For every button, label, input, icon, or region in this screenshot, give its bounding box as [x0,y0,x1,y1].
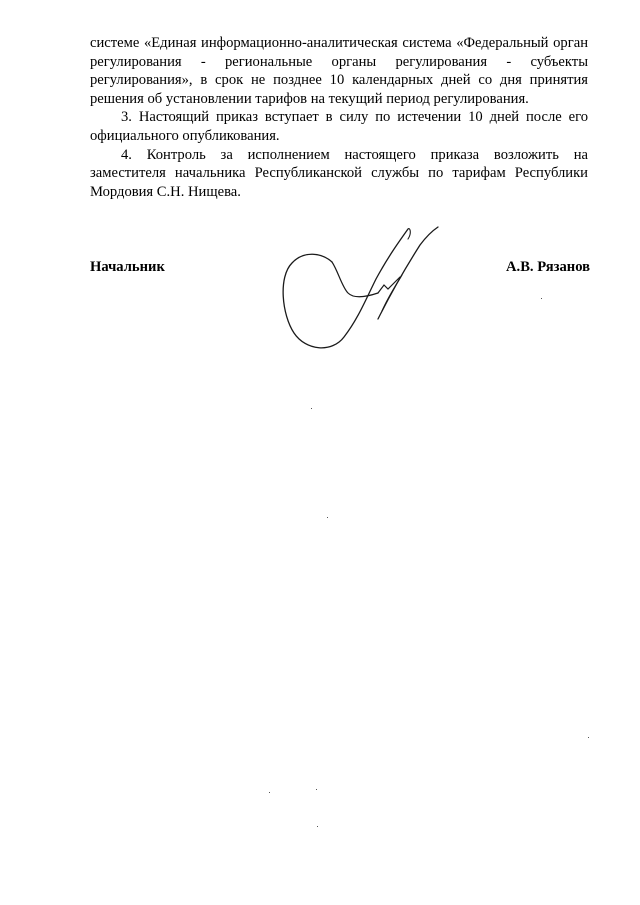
scan-speck [311,408,312,409]
document-body [90,34,588,201]
paragraph-item-4: 4. Контроль за исполнением настоящего приказа возложить на заместителя начальника Республиканской службы по тарифам Республики Мордовия С.Н. Нищева. [90,146,588,200]
signer-name: А.В. Рязанов [506,259,591,275]
scan-speck [269,792,270,793]
scan-speck [316,789,317,790]
scan-speck [541,298,542,299]
scan-speck [317,826,318,827]
paragraph-item-3: 3. Настоящий приказ вступает в силу по истечении 10 дней после его официального опубликования. [90,109,588,144]
scan-speck [327,517,328,518]
scan-speck [588,737,589,738]
handwritten-signature [270,215,450,360]
signer-position-title: Начальник [90,259,165,275]
paragraph-continuation: системе «Единая информационно-аналитическая система «Федеральный орган регулирования - региональные органы регулирования - субъекты регулирования», в срок не позднее 10 календарных дней со дня принятия решения об установлении тарифов на текущий период регулирования. [90,35,588,107]
